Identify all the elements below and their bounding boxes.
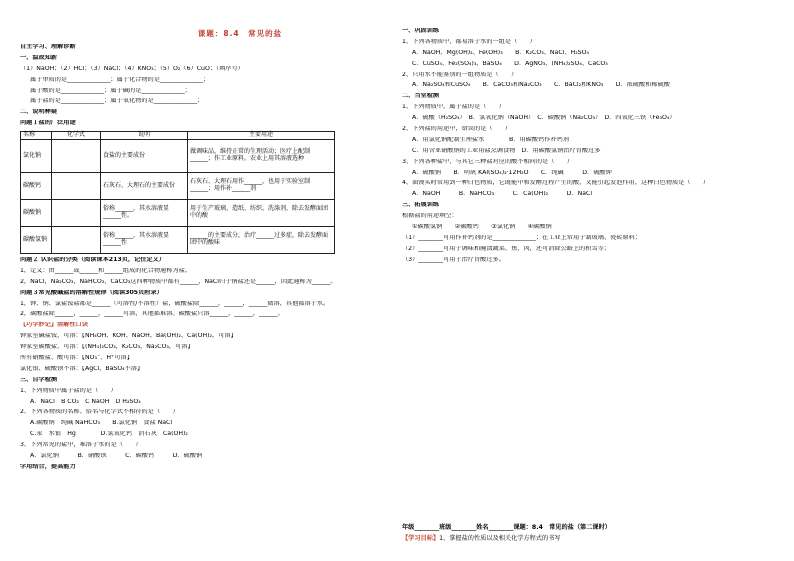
- table-cell-name: 氯化钠: [21, 140, 52, 173]
- apply-title: 学用结合，提高能力: [20, 463, 76, 470]
- extension-q2: （2）________可用于调味和腌渍蔬菜、鱼、肉，还可消除公路上的积雪等；: [402, 245, 611, 252]
- table-cell-formula: [52, 173, 101, 200]
- table-row: [21, 200, 335, 227]
- consolidate-q1-options-a: A．NaOH、Mg(OH)₂、Fe(OH)₃ B．K₂CO₃、NaCl、H₂SO₄: [412, 49, 589, 56]
- inclass-q4-options: A．NaOH B．NaHCO₃ C．Ca(OH)₂ D．NaCl: [412, 191, 593, 198]
- table-header-cell: 主要用途: [188, 132, 335, 140]
- table-cell-formula: [52, 140, 101, 173]
- consolidate-q2: 2、只用水不能鉴别的一组物质是（ ）: [402, 71, 518, 78]
- tip-line: 氯化银、硫酸钡不溶：【AgCl，BaSO₄不溶】: [20, 365, 144, 372]
- selfcheck-title: 三、自学检测: [20, 376, 58, 383]
- problem3-title: 问题３常见酸碱盐的溶解性规律（阅读305页附录）: [20, 289, 163, 296]
- next-lesson-title: 年级________班级________姓名________课题：8.4 常见的盐（第二课时）: [402, 524, 611, 531]
- table-header-cell: 说明: [101, 132, 188, 140]
- selfcheck-q2-options-c: C.汞 水银 Hg D.氢氧化钙 消石灰 Ca(OH)₂: [30, 431, 188, 438]
- inclass-q1-options: A．硫酸（H₂SO₄） B．氢氧化钠（NaOH） C．碳酸钠（Na₂CO₃） D．四氧化三铁（Fe₃O₄）: [412, 115, 676, 122]
- tip-line: 所有硝酸盐、酸可溶：【NO₃⁻、H⁺可溶】: [20, 355, 133, 362]
- table-cell-name: 碳酸钠: [21, 200, 52, 227]
- selfcheck-q1: 1、下列物质中属于盐的是（ ）: [20, 387, 117, 394]
- table-header-cell: 化学式: [52, 132, 101, 140]
- problem2-line1: 1，定义：由______或______和______组成的化合物通称为盐。: [20, 267, 191, 274]
- inclass-q3: 3、下列各种盐中，与其它三种盐对应的酸不相同的是（ ）: [402, 158, 573, 165]
- consolidate-q1: 1、下列各物质中，都易溶于水的一组是（ ）: [402, 38, 536, 45]
- table-header-row: [21, 132, 335, 140]
- page-title: 课题：8.4 常见的盐: [197, 29, 283, 38]
- table-cell-note: 俗称______，其水溶液显______性。: [101, 200, 188, 227]
- table-row: [21, 140, 335, 173]
- learning-goal: [402, 533, 782, 544]
- salt-uses-table: [20, 131, 335, 254]
- selfcheck-q2: 2、下列各物质的名称、俗名与化学式不相符的是（ ）: [20, 409, 179, 416]
- table-header-cell: 名称: [21, 132, 52, 140]
- section-header: 自主学习、理解诊断: [20, 44, 76, 50]
- inclass-q1: 1、下列物质中，属于盐的是（ ）: [402, 104, 505, 111]
- review-q1: 属于单质的是______________；属于化合物的是______________；: [30, 76, 210, 83]
- tip-line: 钾家室碱盐铵，可溶：【NH₄OH、KOH、NaOH、Ba(OH)₂、Ca(OH)₂，可溶】: [20, 333, 237, 340]
- inclass-q4: 4、面馒头时常用到一种白色物质，它既能中和发酵过程产生的酸，又能引起发泡作用，这种白色物质是（ ）: [402, 180, 710, 187]
- table-cell-use: ______的主要成分，治疗______过多症，除去发酵面团中的酸味: [188, 227, 335, 254]
- table-cell-use: 石灰石、大理石用作______，也用于实验室制______；用作补______剂: [188, 173, 335, 200]
- problem2-title: 问题２ 认识盐的分类（阅读课本213页，记住定义）: [20, 257, 166, 264]
- review-q2: 属于酸的是______________；属于碱的是______________；: [30, 87, 191, 94]
- selfcheck-q2-options-a: A.碳酸钠 纯碱 NaHCO₃ B.氯化钠 食盐 NaCl: [30, 420, 173, 427]
- next-lesson-header: [402, 522, 782, 544]
- table-cell-note: 俗称______，其水溶液显______性: [101, 227, 188, 254]
- consolidate-title: 一、巩固训练: [402, 28, 440, 34]
- inclass-q2-options-c: C．用含亚硝酸钠的工业用盐烹调食物 D．用碳酸氢钠治疗胃酸过多: [412, 147, 601, 154]
- review-list: （1）NaOH；（2）HCl；（3）NaCl；（4）KNO₃；（5）O₂（6）CuO；（填序号）: [20, 65, 244, 72]
- review-q3: 属于盐的是______________；属于氧化物的是______________；: [30, 98, 204, 105]
- learning-goal-text: 1、掌握盐的性质以及相关化学方程式的书写: [439, 535, 561, 542]
- extension-title: 三、拓展训练: [402, 202, 440, 209]
- left-column: [20, 44, 378, 475]
- inclass-title: 二、当堂检测: [402, 93, 440, 100]
- table-cell-note: 石灰石、大理石的主要成份: [101, 173, 188, 200]
- selfcheck-q3-options: A．氯化钠 B．硝酸钡 C．碳酸钙 D．硫酸钠: [30, 453, 203, 460]
- problem3-line2: 2，碳酸盐除______，______，______可溶，其他都难溶。碳酸盐只溶______，______，______。: [20, 311, 284, 318]
- selfcheck-q1-options: A．NaCl B CO₂ C NaOH D H₂SO₄: [30, 398, 141, 405]
- problem2-line2: 2，NaCl，Na₂CO₃，NaHCO₃，CaCO₃这四种物质中都有______，NaCl归于钠盐还是______，因此通称为______。: [20, 278, 337, 285]
- right-column: [402, 28, 772, 268]
- tips-title: 【巧学妙记】溶解性口诀: [20, 322, 89, 329]
- problem3-line1: 1，钾、钠、氯盐铵盐都是______（可溶性/不溶性）盐，硫酸盐除______，______，______微溶，其他都溶于水。: [20, 300, 330, 307]
- consolidate-q1-options-c: C．CuSO₄、Fe₂(SO₄)₃、BaSO₄ D．AgNO₃、(NH₄)₂SO₄、CaCO₃: [412, 60, 608, 67]
- table-cell-name: 碳酸钙: [21, 173, 52, 200]
- extension-options: ①碳酸氢钠 ②碳酸钙 ③氯化钠 ④碳酸钠: [412, 224, 552, 231]
- inclass-q2: 2、下列盐的用途中，错误的是（ ）: [402, 126, 512, 133]
- inclass-q2-options-a: A．用氯化钠配制生理盐水 B．用碳酸钙作补钙剂: [412, 136, 569, 143]
- extension-intro: 根据盐的用途填空：: [402, 213, 458, 220]
- table-cell-use: 用于生产玻璃、造纸、纺织、洗涤剂，除去发酵面团中的酸: [188, 200, 335, 227]
- table-cell-name: 碳酸氢钠: [21, 227, 52, 254]
- table-cell-use: 做调味品，维持正常的生理活动；医疗上配制______；作工业原料，农业上用其溶液选种: [188, 140, 335, 173]
- table-row: [21, 173, 335, 200]
- explain-title: 二、说明释疑: [20, 109, 58, 116]
- tip-line: 钾家室碳酸盐，可溶：【(NH₄)₂CO₃，K₂CO₃，Na₂CO₃，可溶】: [20, 344, 194, 351]
- learning-goal-tag: 【学习目标】: [402, 535, 440, 542]
- consolidate-q2-options: A．Na₂SO₄和CuSO₄ B．CaCO₃和Na₂CO₃ C．BaCl₂和KNO₃ D．浓硫酸和稀硫酸: [412, 82, 670, 89]
- problem1-title: 问题１盐的广泛用途: [20, 120, 76, 127]
- extension-q1: （1）________可用作补钙剂的是______________；在工业上常用于制玻璃、瓷砖原料；: [402, 234, 642, 241]
- table-cell-formula: [52, 227, 101, 254]
- extension-q3: （3）________可用于治疗胃酸过多。: [402, 256, 505, 263]
- review-title: 一、温故知新: [20, 54, 58, 61]
- selfcheck-q3: 3、下列常见的盐中，难溶于水的是（ ）: [20, 442, 142, 449]
- table-cell-formula: [52, 200, 101, 227]
- inclass-q3-options: A．硫酸钠 B．明矾 KAl(SO₄)₂·12H₂O C．纯碱 D．硫酸钾: [412, 169, 612, 176]
- table-cell-note: 食盐的主要成份: [101, 140, 188, 173]
- table-row: [21, 227, 335, 254]
